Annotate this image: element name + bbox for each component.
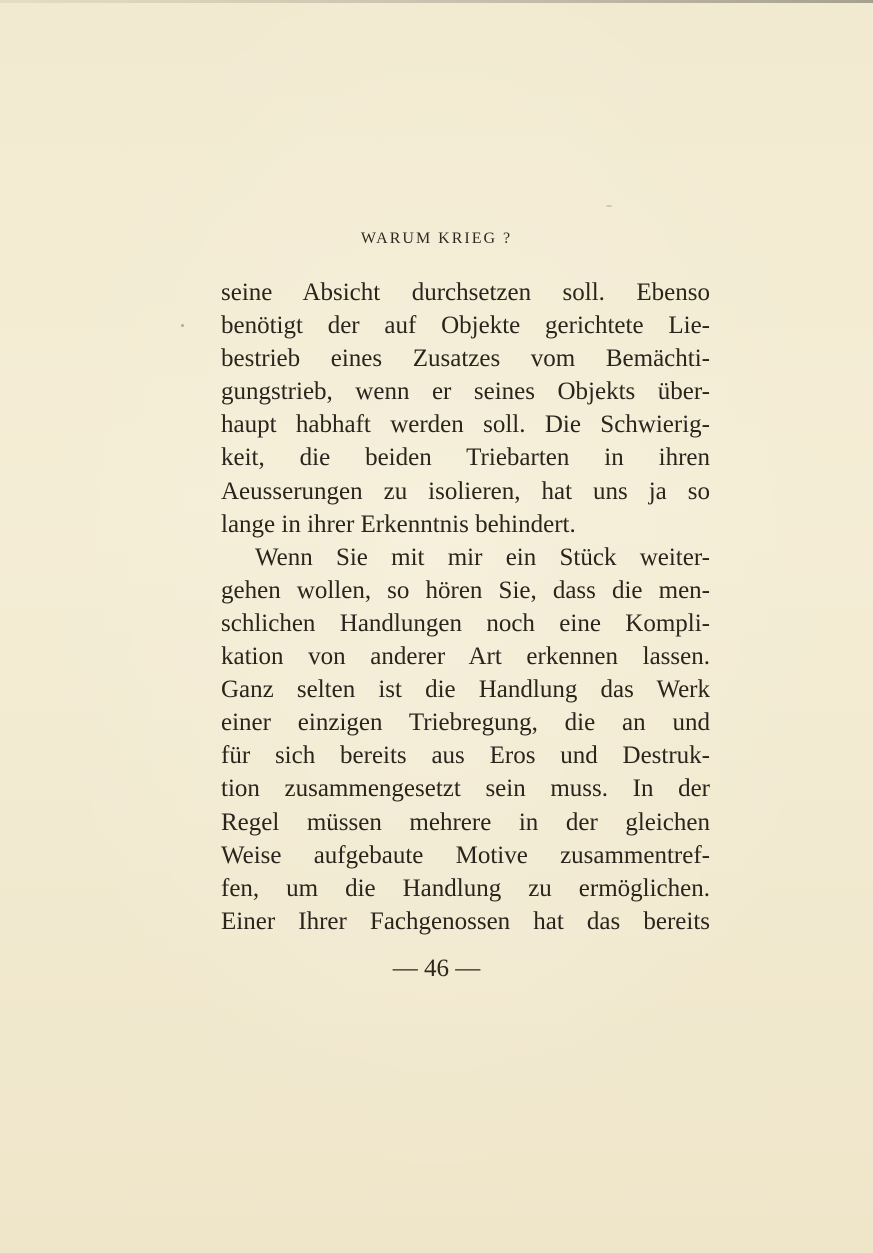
text-line: einer einzigen Triebregung, die an und [221, 709, 710, 737]
text-line: Weise aufgebaute Motive zusammentref- [221, 841, 710, 869]
text-line: haupt habhaft werden soll. Die Schwierig- [221, 411, 710, 439]
text-line: schlichen Handlungen noch eine Kompli- [221, 609, 710, 637]
text-line: bestrieb eines Zusatzes vom Bemächti- [221, 345, 710, 373]
text-line: lange in ihrer Erkenntnis behindert. [221, 510, 576, 538]
text-line: Einer Ihrer Fachgenossen hat das bereits [221, 907, 710, 935]
text-line: für sich bereits aus Eros und Destruk- [221, 742, 710, 770]
text-line: Wenn Sie mit mir ein Stück weiter- [255, 543, 710, 571]
text-line: keit, die beiden Triebarten in ihren [221, 444, 710, 472]
paper-speck [606, 205, 612, 207]
text-line: fen, um die Handlung zu ermöglichen. [221, 874, 710, 902]
text-line: tion zusammengesetzt sein muss. In der [221, 775, 710, 803]
text-line: gungstrieb, wenn er seines Objekts über- [221, 378, 710, 406]
paper-speck [181, 324, 184, 327]
page-number: — 46 — [392, 955, 481, 982]
text-line: Aeusserungen zu isolieren, hat uns ja so [221, 477, 710, 505]
body-text [221, 276, 710, 938]
text-line: kation von anderer Art erkennen lassen. [221, 643, 710, 671]
page-top-edge [0, 0, 873, 3]
text-line: benötigt der auf Objekte gerichtete Lie- [221, 312, 710, 340]
running-head: WARUM KRIEG ? [360, 230, 513, 247]
text-line: gehen wollen, so hören Sie, dass die men- [221, 576, 710, 604]
text-line: Ganz selten ist die Handlung das Werk [221, 676, 710, 704]
text-line: seine Absicht durchsetzen soll. Ebenso [221, 279, 710, 306]
text-line: Regel müssen mehrere in der gleichen [221, 808, 710, 836]
